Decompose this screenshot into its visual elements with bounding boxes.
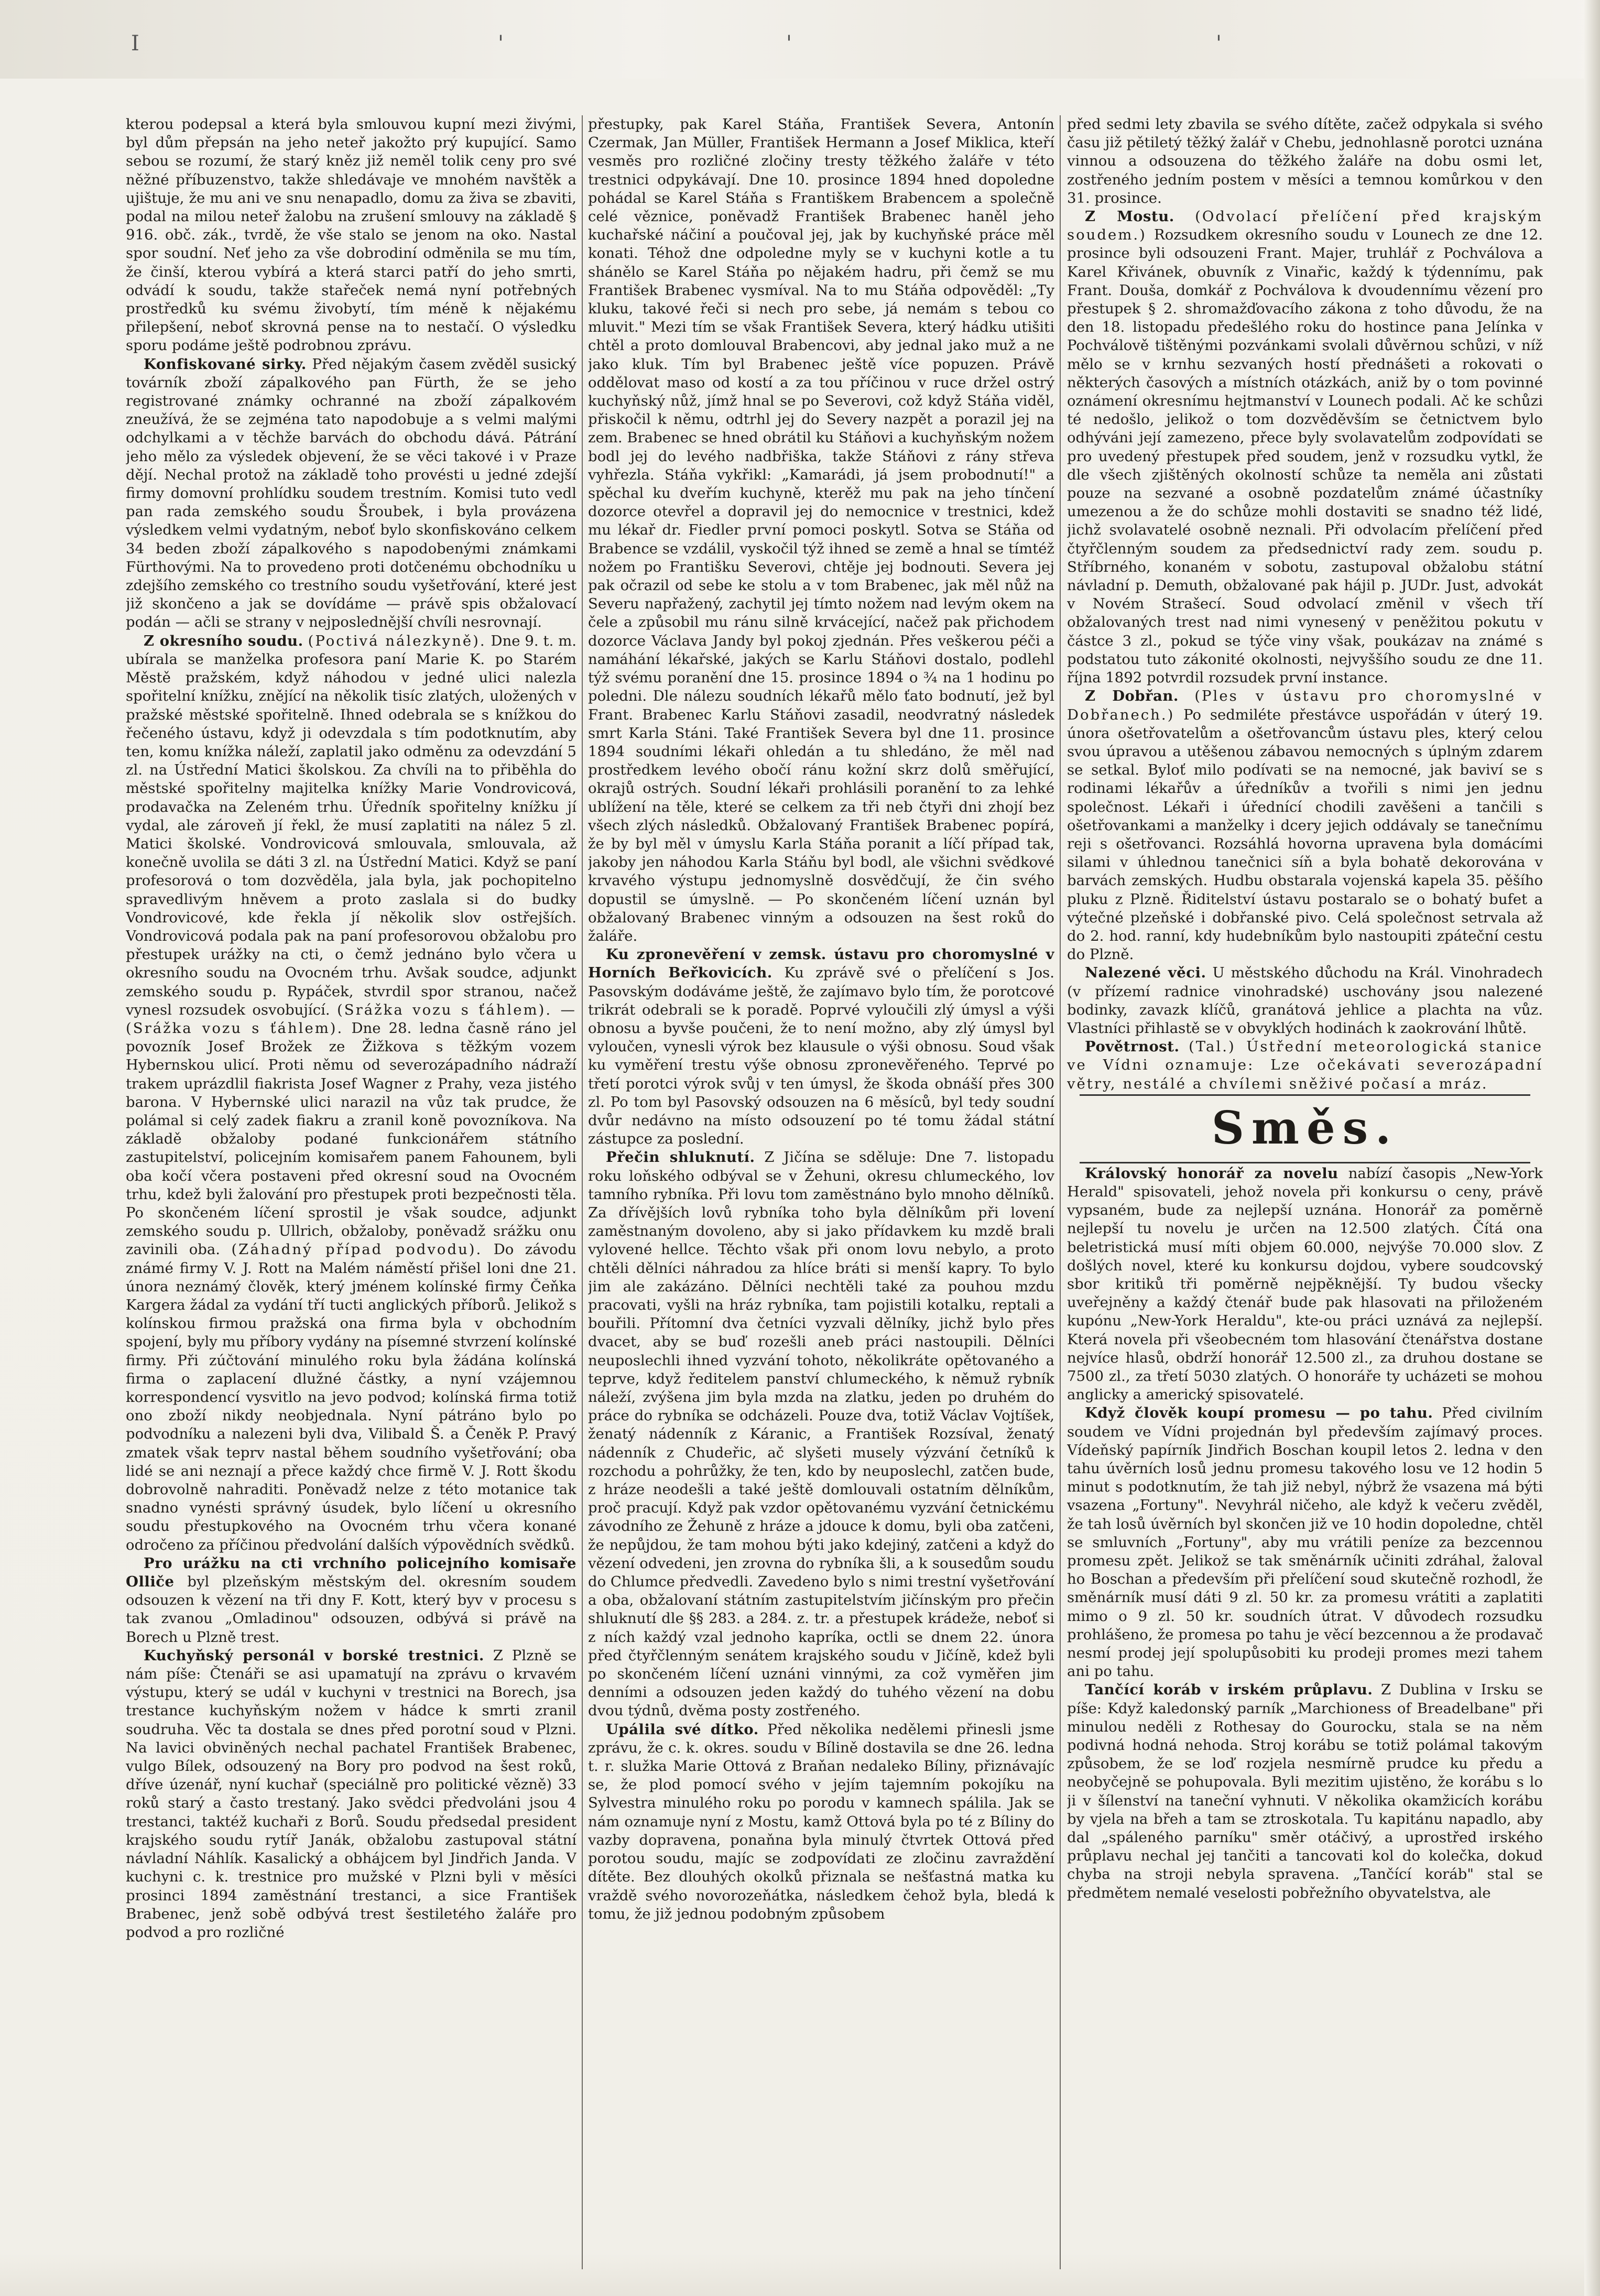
article-continuation: před sedmi lety zbavila se svého dítěte, začež odpykala si svého času již pětiletý těžký žalář v Chebu, jednohlasně porotci uznána vinnou a odsouzena do těžkého žaláře na dobu osmi let, zostřeného jedním postem v měsíci a temnou komůrkou v den 31. prosince. (1067, 116, 1543, 206)
article-text: Rozsudkem okresního soudu v Lounech ze dne 12. prosince byli odsouzeni Frant. Majer, truhlář z Pochválova a Karel Křivánek, obuvník z Vinařic, každý k týdennímu, pak Frant. Douša, domkář z Pochválova k dvoudennímu vězení pro přestupek § 2. shromažďovacího zákona z toho důvodu, že na den 18. listopadu předešlého roku do hostince pana Jelínka v Pochválově tištěnými pozvánkami svolali důvěrnou schůzi, v níž mělo se v krnhu sezvaných hostí přednášeti a rokovati o některých časových a místních otázkách, aniž by o tom povinné oznámení okresnímu hejtmanství v Lounech podali. Ač ke schůzi té nedošlo, jelikož o tom dozvěděvším se četnictvem bylo odhýváni její zamezeno, přece byly svolavatelům zodpovídati se pro uvedený přestupek před soudem, jenž v rozsudku vytkl, že dle všech zjištěných okolností schůze ta neměla ani zůstati pouze na sezvané a osobně pozdatelům známé účastníky umezenou a že do schůze mohli dostaviti se snadno též lidé, jichž svolavatelé osobně neznali. Při odvolacím přelíčení před čtyřčlenným soudem za předsednictví rady zem. soudu p. Stříbrného, konaném v sobotu, zastupoval obžalobu státní návladní p. Demuth, obžalované pak hájil p. JUDr. Just, advokát v Novém Strašecí. Soud odvolací změnil v všech tří obžalovaných trest nad nimi vynesený v peněžitou pokutu v částce 3 zl., pokud se týče viny však, poukázav na známé s podstatou tuto zákonité okolnosti, nejvyššího soudu ze dne 11. října 1892 potvrdil rozsudek první instance. (1067, 226, 1543, 687)
section-rule (1080, 1094, 1530, 1096)
subheadline: (Ples v ústavu pro choromyslné v Dobřanech.) (1067, 688, 1543, 723)
column-divider (1060, 115, 1061, 2269)
headline: Nalezené věci. (1085, 964, 1206, 982)
page-top-margin (0, 0, 1600, 79)
headline: Královský honorář za novelu (1085, 1165, 1338, 1182)
headline: Z okresního soudu. (144, 632, 303, 649)
subheadline: (Záhadný případ podvodu). (231, 1241, 483, 1258)
section-heading-smes: Směs. (1211, 1101, 1399, 1155)
article-text: Do závodu známé firmy V. J. Rott na Malém náměstí přišel loni dne 21. února neznámý člověk, který jménem kolínské firmy Čeňka Kargera žádal za vydání tří tucti anglických příborů. Jelikož s kolínskou firmou pražská ona firma byla v obchodním spojení, byly mu příbory vydány na písemné stvrzení kolínské firmy. Při zúčtování minulého roku byla žádána kolínská firma o zaplacení dlužné částky, a nyní vzájemnou korrespondencí vysvitlo na jevo podvod; kolínská firma totiž ono zboží nikdy neobjednala. Nyní pátráno bylo po podvodníku a nalezeni byli dva, Vilibald Š. a Čeněk P. Pravý zmatek však teprv nastal během soudního vyšetřování; oba lidé se ani neznají a přece každý chce firmě V. J. Rott škodu dobrovolně nahraditi. Poněvadž nelze z této motanice tak snadno vynésti správný úsudek, bylo líčení u okresního soudu přestupkového na Ovocném trhu včera konané odročeno za příčinou předvolání dalších výpovědních svědků. (126, 1241, 576, 1553)
subheadline: (Poctivá nálezkyně). (308, 632, 486, 649)
article-continuation: kterou podepsal a která byla smlouvou kupní mezi živými, byl dům přepsán na jeho neteř jakožto prý kupující. Samo sebou se rozumí, že starý kněz již neměl tolik ceny pro své něžné příbuzenstvo, takže shledávaje ve mnohém navštěk a ujištuje, že mu ani ve snu nenapadlo, domu za živa se zbaviti, podal na milou neteř žalobu na zrušení smlouvy na základě § 916. obč. zák., tvrdě, že vše stalo se jenom na oko. Nastal spor soudní. Neť jeho za vše dobrodiní odměnila se mu tím, že činší, kterou vybírá a která starci patří do jeho smrti, odvádí k soudu, takže stařeček nemá nyní potřebných prostředků ku svému živobytí, tím méně k nějakému přilepšení, neboť skrovná pense na to nestačí. O výsledku sporu podáme ještě podrobnou zprávu. (126, 116, 576, 354)
headline: Povětrnost. (1085, 1038, 1180, 1055)
margin-mark: I (131, 31, 139, 56)
headline: Pro urážku na cti vrchního policejního komisaře Olliče (126, 1554, 576, 1591)
headline: Tančící koráb v irském průplavu. (1085, 1681, 1373, 1699)
article-text: Z Dublina v Irsku se píše: Když kaledonský parník „Marchioness of Breadelbane" při minulou neděli z Rothesay do Gourocku, stala se na něm podivná hodná nehoda. Stroj korábu se totiž polámal takovým způsobem, že se loď rozjela nesmírně prudce ku předu a neobyčejně se pohupovala. Byli mezitim ujistěno, že korábu s lo ji v šílenství na taneční vyhnuti. V několika okamžicích korábu by vjela na břeh a tam se ztroskotala. Tu kapitánu napadlo, aby dal „spáleného parníku" směr otáčivý, a uprostřed irského průplavu nechal jej tančiti a tancovati kol do kolečka, dokud chyba na stroji nebyla spravena. „Tančící koráb" stal se předmětem nemalé veselosti pobřežního obyvatelstva, ale (1067, 1681, 1543, 1901)
page-edge-shadow (1584, 0, 1600, 2296)
margin-mark: ' (786, 31, 792, 56)
column-divider (582, 115, 583, 2269)
subheadline: (Srážka vozu s ťáhlem). — (Srážka vozu s ťáhlem). (126, 1001, 576, 1037)
column-3 (1067, 115, 1543, 2275)
article-text: U městského důchodu na Král. Vinohradech (v přízemí radnice vinohradské) uschovány jsou nalezené bodinky, zavazk klíčů, granátová jehlice a plachta na vůz. Vlastníci přihlastě se v obvyklých hodinách k zaokrování lhůtě. (1067, 964, 1543, 1037)
headline: Z Mostu. (1085, 208, 1174, 225)
article-text: nabízí časopis „New-York Herald" spisovateli, jehož novela při konkursu o ceny, právě vypsaném, bude za nejlepší uznána. Honorář za poměrně nejlepší tu novelu je určen na 12.500 zlatých. Čítá ona beletristická musí míti objem 60.000, nejvýše 70.000 slov. Z došlých novel, které ku konkursu dojdou, vybere soudcovský sbor kritiků tři poměrně nejpěknější. Ty budou všecky uveřejněny a každý čtenář bude pak hlasovati na přiloženém kupónu „New-York Heraldu", kte-ou práci uznává za nejlepší. Která novela při všeobecném tom hlasování čtenářstva dostane nejvíce hlasů, obdrží honorář 12.500 zl., za druhou dostane se 7500 zl., za třetí 5030 zlatých. O honoráře ty ucházeti se mohou anglicky a americký spisovatelé. (1067, 1165, 1543, 1403)
headline: Upálila své dítko. (606, 1721, 759, 1738)
headline: Ku zpronevěření v zemsk. ústavu pro choromyslné v Horních Beřkovicích. (588, 946, 1054, 982)
headline: Konfiskované sirky. (144, 355, 307, 373)
margin-mark: ' (498, 31, 504, 56)
headline: Přečin shluknutí. (606, 1149, 755, 1166)
subheadline: (Odvolací přelíčení před krajským soudem.) (1067, 208, 1543, 244)
weather-forecast: (Tal.) Ústřední meteorologická stanice ve Vídni oznamuje: Lze očekávati severozápadní větry, nestálé a chvílemi sněživé počasí a mráz. (1067, 1038, 1543, 1092)
article-text: Po sedmiléte přestávce uspořádán v úterý 19. února ošetřovatelům a ošetřovancům ústavu ples, který celou svou úpravou a utěšenou zábavou nemocných s úplným zdarem se setkal. Byloť milo podívati se na nemocné, jak baviví se s rodinami lékařův a úředníkův a tvořili s nimi jen jednu společnost. Lékaři i úřednící chodili zavěšeni a tančili s ošetřovankami a manželky i dcery jejich oddávaly se tanečnímu reji s ošetřovanci. Rozsáhlá hovorna upravena byla domácími silami v úhlednou tanečnici síň a byla bohatě dekorována v barvách zemských. Hudbu obstarala vojenská kapela 35. pěšího pluku z Plzně. Řiditelství ústavu postaralo se o bohatý bufet a výtečné plzeňské i dobřanské pivo. Celá společnost setrvala až do 2. hod. ranní, kdy hudebníkům bylo nastoupiti zpáteční cestu do Plzně. (1067, 706, 1543, 963)
article-text: Ku zprávě své o přelíčení s Jos. Pasovským dodáváme ještě, že zajímavo bylo tím, že porotcové trikrát odebrali se k poradě. Poprvé vyloučili zlý úmysl a výši obnosu a byvše poučeni, že to není možno, aby zlý úmysl byl vyloučen, vynesli výrok bez klausule o výši obnosu. Soud však ku vyměření trestu výše obnosu zpronevěřeného. Teprvé po třetí porotci výrok svůj v ten úmysl, že škoda obnáší přes 300 zl. Po tom byl Pasovský odsouzen na 6 měsíců, byl tedy soudní dvůr nedávno na místo odsouzení po té tomu žádal státní zástupce za poslední. (588, 964, 1054, 1148)
headline: Když člověk koupí promesu — po tahu. (1085, 1405, 1433, 1422)
article-text: Před několika nedělemi přinesli jsme zprávu, že c. k. okres. soudu v Bílině dostavila se dne 26. ledna t. r. služka Marie Ottová z Braňan nedaleko Bíliny, přiznávajíc se, že plod pomocí svého v jejím tajemním pokojíku na Sylvestra minulého roku po porodu v kamnech spálila. Jak se nám oznamuje nyní z Mostu, kamž Ottová byla po té z Bíliny do vazby dopravena, ponaňna byla minulý čtvrtek Ottová před porotou soudu, majíc se zodpovídati ze zločinu zavraždění dítěte. Bez dlouhých okolků přiznala se nešťastná matka ku vraždě svého novorozeňátka, následkem čehož byla, bledá k tomu, že již jednou podobným způsobem (588, 1721, 1054, 1922)
article-text: Dne 9. t. m. ubírala se manželka profesora paní Marie K. po Starém Městě pražském, když náhodou v jedné ulici nalezla spořitelní knížku, znějící na několik tisíc zlatých, uložených v pražské městské spořitelně. Ihned odebrala se s knížkou do řečeného ústavu, když ji odevzdala s tím podotknutím, aby ten, komu knížka náleží, zaplatil jako odměnu za odevzdání 5 zl. na Ústřední Matici školskou. Za chvíli na to přiběhla do městské spořitelny majitelka knížky Marie Vondrovicová, prodavačka na Zeleném trhu. Úředník spořitelny knížku jí vydal, ale zároveň jí řekl, že musí zaplatiti na nález 5 zl. Matici školské. Vondrovicová smlouvala, smlouvala, až konečně uvolila se dáti 3 zl. na Ústřední Matici. Když se paní profesorová o tom dozvěděla, jala byla, jak pochopitelno spravedlivým hněvem a proto zaslala si do budky Vondrovicové, kde řekla jí několik slov ostřejších. Vondrovicová podala pak na paní profesorovou obžalobu pro přestupek urážky na cti, o čemž jednáno bylo včera u okresního soudu na Ovocném trhu. Avšak soudce, adjunkt zemského soudu p. Rypáček, stvrdil spor stranou, načež vynesl rozsudek osvobující. (126, 632, 576, 1018)
column-1 (126, 115, 576, 2275)
headline: Kuchyňský personál v borské trestnici. (144, 1647, 484, 1664)
article-text: Před civilním soudem ve Vídni projednán byl především zajímavý proces. Vídeňský papírník Jindřich Boschan koupil letos 2. ledna v den tahu úvěrních losů jednu promesu takového losu ve 12 hodin 5 minut s podotknutím, že tah již nebyl, nýbrž že vsazena má býti vsazena „Fortuny". Nevyhrál ničeho, ale když k večeru zvěděl, že tah losů úvěrních byl skončen již ve 10 hodin dopoledne, chtěl se smluvních „Fortuny", aby mu vrátili peníze za bezcennou promesu zpět. Jelikož se tak směnárník učiniti zdráhal, žaloval ho Boschan a především při přelíčení soud skutečně rozhodl, že směnárník musí dáti 9 zl. 50 kr. za promesu vrátiti a zaplatiti mimo o 9 zl. 50 kr. soudních útrat. V důvodech rozsudku prohlášeno, že promesa po tahu je věcí bezcennou a že prodavač nesmí prodej její spolupůsobiti ku prodeji promes mezi tahem ani po tahu. (1067, 1405, 1543, 1680)
article-text: Z Plzně se nám píše: Čtenáři se asi upamatují na zprávu o krvavém výstupu, který se udál v kuchyni v trestnici na Borech, jsa trestance kuchyňským nožem v hádce k smrti zranil soudruha. Věc ta dostala se dnes před porotní soud v Plzni. Na lavici obviněných nechal pachatel František Brabenec, vulgo Bílek, odsouzený na Bory pro podvod na šest roků, dříve úzenář, nyní kuchař (speciálně pro politické vězně) 33 roků starý a často trestaný. Jako svědci předvoláni jsou 4 trestanci, taktéž kuchaři z Borů. Soudu předsedal president krajského soudu rytíř Janák, obžalobu zastupoval státní návladní Náhlík. Kasalický a obhájcem byl Jindřich Janda. V kuchyni c. k. trestnice pro mužské v Plzni byli v měsíci prosinci 1894 zaměstnání trestanci, a sice František Brabenec, jenž sobě odbývá trest šestiletého žaláře pro podvod a pro rozličné (126, 1647, 576, 1941)
headline: Z Dobřan. (1085, 688, 1179, 705)
article-text: Dne 28. ledna časně ráno jel povozník Josef Brožek ze Žižkova s těžkým vozem Hybernskou ulicí. Proti němu od severozápadního nádraží trakem uprázdlil fiakrista Josef Wagner z Prahy, veza jistého barona. V Hybernské ulici narazil na vůz tak prudce, že polámal si celý zadek fiakru a zranil koně povozníkova. Na základě obžaloby podané funkcionářem státního zastupitelství, policejním komisařem panem Fahounem, byli oba kočí včera postaveni před okresní soud na Ovocném trhu, kdež byli žalování pro přestupek proti bezpečnosti těla. Po skončeném líčení sprostil je však soudce, adjunkt zemského soudu p. Ullrich, obžaloby, poněvadž srážku onu zavinili oba. (126, 1019, 576, 1258)
column-2 (588, 115, 1054, 2275)
margin-mark: ' (1216, 31, 1222, 56)
article-text: byl plzeňským městským del. okresním soudem odsouzen k vězení na tři dny F. Kott, který byv v procesu s tak zvanou „Omladinou" odsouzen, odbývá si právě na Borech u Plzně trest. (126, 1573, 576, 1646)
article-text: Před nějakým časem zvěděl susický továrník zboží zápalkového pan Fürth, že se jeho registrované známky ochranné na zboží zápalkovém zneužívá, že se zejména tato napodobuje a s velmi malými odchylkami a v těchže barvách do obchodu dává. Pátrání jeho mělo za výsledek objevení, že se věci takové i v Praze dějí. Nechal protož na základě toho provésti u jedné zdejší firmy domovní prohlídku soudem trestním. Komisi tuto vedl pan rada zemského soudu Šroubek, i byla provázena výsledkem velmi vydatným, neboť bylo skonfiskováno celkem 34 beden zboží zápalkového s napodobenými známkami Fürthovými. Na to provedeno proti dotčenému obchodníku u zdejšího zemského co trestního soudu vyšetřování, které jest již skončeno a jak se dovídáme — právě spis obžalovací podán — ačli se strany v nejposlednější chvíli nesrovnají. (126, 355, 576, 631)
article-continuation: přestupky, pak Karel Stáňa, František Severa, Antonín Czermak, Jan Müller, František Hermann a Josef Miklica, kteří vesměs pro rozličné zločiny tresty těžkého žaláře v této trestnici odpykávají. Dne 10. prosince 1894 hned dopoledne pohádal se Karel Stáňa s Františkem Brabencem a společně celé věznice, poněvadž František Brabenec haněl jeho kuchařské náčiní a poučoval jej, jak by kuchyňské práce měl konati. Téhož dne odpoledne myly se v kuchyni kotle a tu shánělo se Karel Stáňa po nějakém hadru, při čemž se mu František Brabenec vysmíval. Na to mu Stáňa odpověděl: „Ty kluku, takové řeči si nech pro sebe, já nemám s tebou co mluvit." Mezi tím se však František Severa, který hádku utišiti chtěl a proto domlouval Brabencovi, aby jednal jako muž a ne jako kluk. Tím byl Brabenec ještě více popuzen. Právě oddělovat maso od kostí a za tou příčinou v ruce držel ostrý kuchyňský nůž, jímž hnal se po Severovi, což když Stáňa viděl, přiskočil k němu, odtrhl jej do Severy nazpět a porazil jej na zem. Brabenec se hned obrátil ku Stáňovi a kuchyňským nožem bodl jej do levého nadbřiška, takže Stáňovi z rány střeva vyhřezla. Stáňa vykřikl: „Kamarádi, já jsem probodnutí!" a spěchal ku dveřím kuchyně, kterěž mu pak na jeho tínčení dozorce otevřel a dopravil jej do nemocnice v trestnici, kdež mu lékař dr. Fiedler první pomoci poskytl. Sotva se Stáňa od Brabence se vzdálil, vyskočil týž ihned se země a hnal se tímtéž nožem po Františku Severovi, chtěje jej bodnouti. Severa jej pak očrazil od sebe ke stolu a v tom Brabenec, jak měl nůž na Severu napřažený, zachytil jej tímto nožem nad levým okem na čele a způsobil mu ránu silně krvácející, načež pak přichodem dozorce Václava Jandy byl pokoj zjednán. Přes veškerou péči a namáhání lékařské, jakých se Karlu Stáňovi dostalo, podlehl týž svému poranění dne 15. prosince 1894 o ¾ na 1 hodinu po poledni. Dle nálezu soudních lékařů mělo ťato bodnutí, jež byl Frant. Brabenec Karlu Stáňovi zasadil, neodvratný následek smrt Karla Stáni. Také František Severa byl dne 11. prosince 1894 soudními lékaři ohledán a tu shledáno, že měl nad prostředkem levého obočí ránu kožní skrz dolů směřující, okrajů ostrých. Soudní lékaři prohlásili poranění to za lehké ublížení na těle, které se celkem za tři neb čtyři dni zhojí bez všech zlých následků. Obžalovaný František Brabenec popírá, že by byl měl v úmyslu Karla Stáňa poranit a líčí případ tak, jakoby jen náhodou Karla Stáňu byl bodl, ale všichni svědkové krvavého výstupu jednomyslně dosvědčují, že čin svého dopustil se úmyslně. — Po skončeném líčení uznán byl obžalovaný Brabenec vinným a odsouzen na šest roků do žaláře. (588, 116, 1054, 944)
section-rule (1080, 1162, 1530, 1163)
article-text: Z Jičína se sděluje: Dne 7. listopadu roku loňského odbýval se v Žehuni, okresu chlumeckého, lov tamního rybníka. Při lovu tom zaměstnáno bylo mnoho dělníků. Za dřívějších lovů rybníka toho byla dělníkům při lovení zaměstnaným dovoleno, aby si jako přídavkem ku mzdě brali vylovené hellce. Těchto však při onom lovu nebylo, a proto chtěli dělníci náhradou za hlíce bráti si menší kapry. To bylo jim ale zakázáno. Dělníci nechtěli také za pouhou mzdu pracovati, vyšli na hráz rybníka, tam pojistili kotalku, reptali a bouřili. Přítomní dva četníci vyzvali dělníky, jichž bylo přes dvacet, aby se buď rozešli aneb práci nastoupili. Dělníci neuposlechli ihned vyzvání tohoto, několikráte opětovaného a teprve, když ředitelem panství chlumeckého, k němuž rybník náleží, zvýšena jim byla mzda na zlatku, jeden po druhém do práce do rybníka se odcházeli. Pouze dva, totiž Václav Vojtíšek, ženatý nádenník z Káranic, a František Rozsíval, ženatý nádenník z Chudeřic, ač slyšeti musely výzvání četníků k rozchodu a pohrůžky, že ten, kdo by neuposlechl, zatčen bude, z hráze neodešli a také ještě domlouvali ostatním dělníkům, proč pracují. Když pak vzdor opětovanému vyzvání četnickému závodního ze Žehuně z hráze a jdouce k domu, byli oba zatčeni, že nepůjdou, že tam mohou býti jako kdejiný, zatčeni a když do vězení odvedeni, jen zrovna do rybníka šli, a k sousedům soudu do Chlumce předvedli. Zavedeno bylo s nimi trestní vyšetřování a oba, obžalovaní státním zastupitelstvím jičínským pro přečin shluknutí dle §§ 283. a 284. z. tr. a přestupek krádeže, neboť si z ních každý vzal jednoho kapríka, octli se dnem 22. února před čtyřčlenným senátem krajského soudu v Jičíně, kdež byli po skončeném líčení uznáni vinnými, za což vyměřen jim denními a odsouzen jeden každý do tuhého vězení na dobu dvou týdnů, dvěma posty zostřeného. (588, 1149, 1054, 1720)
